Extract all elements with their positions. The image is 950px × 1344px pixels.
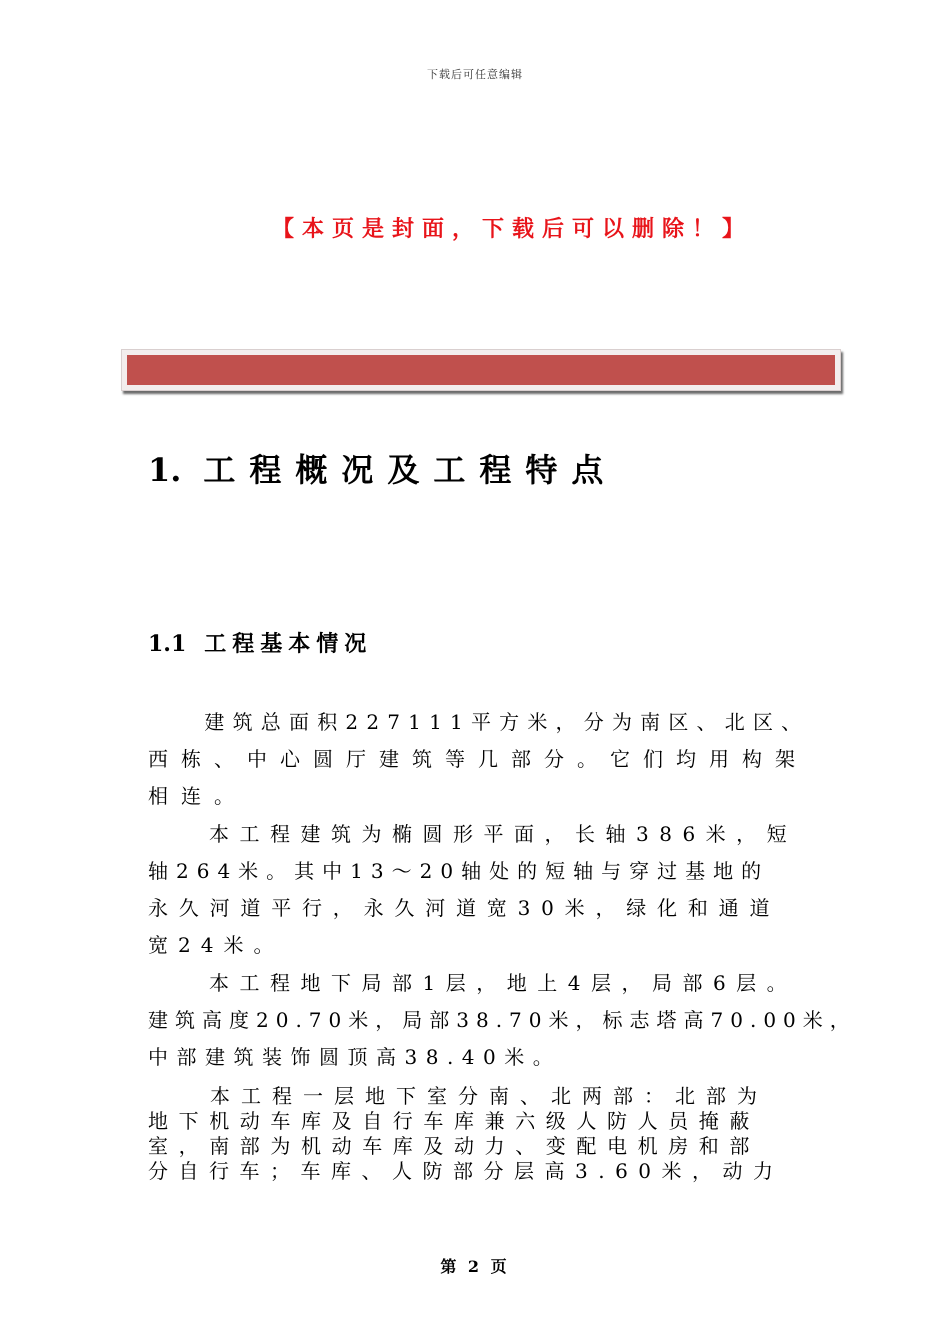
paragraph-line: 相连。 xyxy=(148,784,247,808)
subsection-heading xyxy=(148,627,372,658)
paragraph-line: 本工程建筑为椭圆形平面，长轴386米，短 xyxy=(148,822,798,846)
paragraph-line: 分自行车；车库、人防部分层高3.60米，动力 xyxy=(148,1159,784,1183)
paragraph-1 xyxy=(148,706,838,816)
header-note: 下载后可任意编辑 xyxy=(427,68,523,81)
paragraph-line: 宽24米。 xyxy=(148,933,284,957)
paragraph-line: 永久河道平行，永久河道宽30米，绿化和通道 xyxy=(148,896,781,920)
paragraph-line: 地下机动车库及自行车库兼六级人防人员掩蔽 xyxy=(148,1109,760,1133)
paragraph-line: 中部建筑装饰圆顶高38.40米。 xyxy=(148,1045,562,1069)
decorative-banner xyxy=(121,349,841,391)
subsection-number: 1.1 xyxy=(148,631,187,657)
paragraph-line: 建筑总面积227111平方米，分为南区、北区、 xyxy=(148,710,810,734)
cover-notice: 【本页是封面，下载后可以删除！】 xyxy=(272,217,753,242)
paragraph-line: 本工程一层地下室分南、北两部：北部为 xyxy=(148,1084,768,1108)
banner-fill xyxy=(127,355,835,385)
paragraph-line: 室，南部为机动车库及动力、变配电机房和部 xyxy=(148,1134,760,1158)
paragraph-line: 西栋、中心圆厅建筑等几部分。它们均用构架 xyxy=(148,747,808,771)
section-title: 工程概况及工程特点 xyxy=(203,451,618,489)
section-heading xyxy=(148,445,617,491)
page-number: 第 2 页 xyxy=(440,1257,510,1276)
paragraph-line: 建筑高度20.70米，局部38.70米，标志塔高70.00米， xyxy=(148,1008,857,1032)
paragraph-3 xyxy=(148,967,857,1077)
paragraph-line: 本工程地下局部1层，地上4层，局部6层。 xyxy=(148,971,798,995)
paragraph-line: 轴264米。其中13～20轴处的短轴与穿过基地的 xyxy=(148,859,770,883)
paragraph-2 xyxy=(148,818,838,968)
paragraph-4 xyxy=(148,1080,838,1185)
subsection-title: 工程基本情况 xyxy=(204,631,373,657)
section-number: 1. xyxy=(148,451,182,489)
